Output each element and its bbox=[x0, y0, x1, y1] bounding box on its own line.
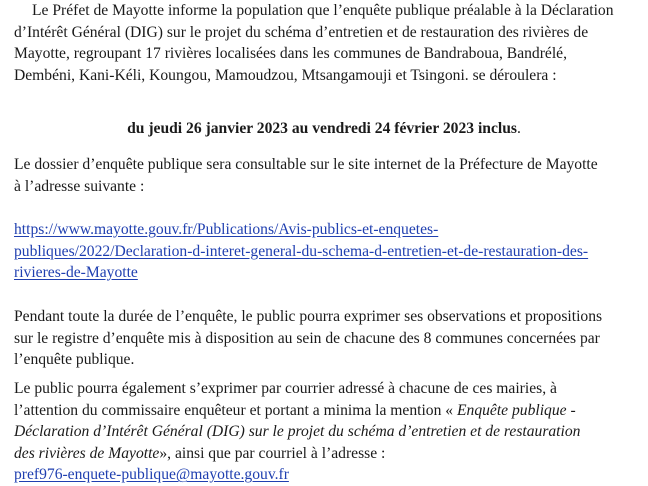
prefecture-url-line-2[interactable]: publiques/2022/Declaration-d-interet-general-du-schema-d-entretien-et-de-restauration-des- bbox=[14, 242, 589, 260]
duration-line-3: l’enquête publique. bbox=[14, 351, 135, 368]
dossier-paragraph bbox=[14, 154, 634, 197]
dossier-line-1: Le dossier d’enquête publique sera consultable sur le site internet de la Préfecture de Mayotte bbox=[14, 156, 598, 173]
intro-line-3: Mayotte, regroupant 17 rivières localisées dans les communes de Bandraboua, Bandrélé, bbox=[14, 45, 567, 62]
intro-line-1: Le Préfet de Mayotte informe la population que l’enquête publique préalable à la Déclaration bbox=[32, 2, 614, 19]
dates-paragraph bbox=[14, 118, 634, 140]
mail-line-1: Le public pourra également s’exprimer par courrier adressé à chacune de ces mairies, à bbox=[14, 380, 557, 397]
intro-line-2: d’Intérêt Général (DIG) sur le projet du schéma d’entretien et de restauration des rivières de bbox=[14, 23, 589, 41]
dossier-line-2: à l’adresse suivante : bbox=[14, 177, 145, 195]
duration-line-1: Pendant toute la durée de l’enquête, le public pourra exprimer ses observations et propositions bbox=[14, 308, 603, 325]
intro-line-4: Dembéni, Kani-Kéli, Koungou, Mamoudzou, Mtsangamouji et Tsingoni. se déroulera : bbox=[14, 66, 557, 84]
mail-line-4-text: », ainsi que par courriel à l’adresse : bbox=[159, 444, 386, 462]
mail-line-3: Déclaration d’Intérêt Général (DIG) sur le projet du schéma d’entretien et de restauration bbox=[14, 423, 581, 440]
duration-paragraph bbox=[14, 306, 634, 371]
mail-line-2-italic: Enquête publique - bbox=[457, 401, 576, 419]
email-link[interactable]: pref976-enquete-publique@mayotte.gouv.fr bbox=[14, 466, 289, 483]
duration-line-2: sur le registre d’enquête mis à disposition au sein de chacune des 8 communes concernées par bbox=[14, 329, 600, 347]
intro-paragraph bbox=[14, 0, 634, 86]
dates-suffix: . bbox=[516, 120, 521, 137]
dates-text: du jeudi 26 janvier 2023 au vendredi 24 février 2023 inclus bbox=[127, 120, 517, 137]
mail-line-2-text: l’attention du commissaire enquêteur et portant a minima la mention « bbox=[14, 401, 457, 419]
mail-paragraph bbox=[14, 378, 634, 486]
prefecture-url-line-1[interactable]: https://www.mayotte.gouv.fr/Publications/Avis-publics-et-enquetes- bbox=[14, 221, 439, 238]
mail-line-2 bbox=[14, 400, 634, 422]
prefecture-url-line-3[interactable]: rivieres-de-Mayotte bbox=[14, 264, 138, 281]
url-paragraph bbox=[14, 219, 634, 284]
mail-line-4-italic: des rivières de Mayotte bbox=[14, 444, 160, 462]
mail-line-4 bbox=[14, 443, 634, 465]
